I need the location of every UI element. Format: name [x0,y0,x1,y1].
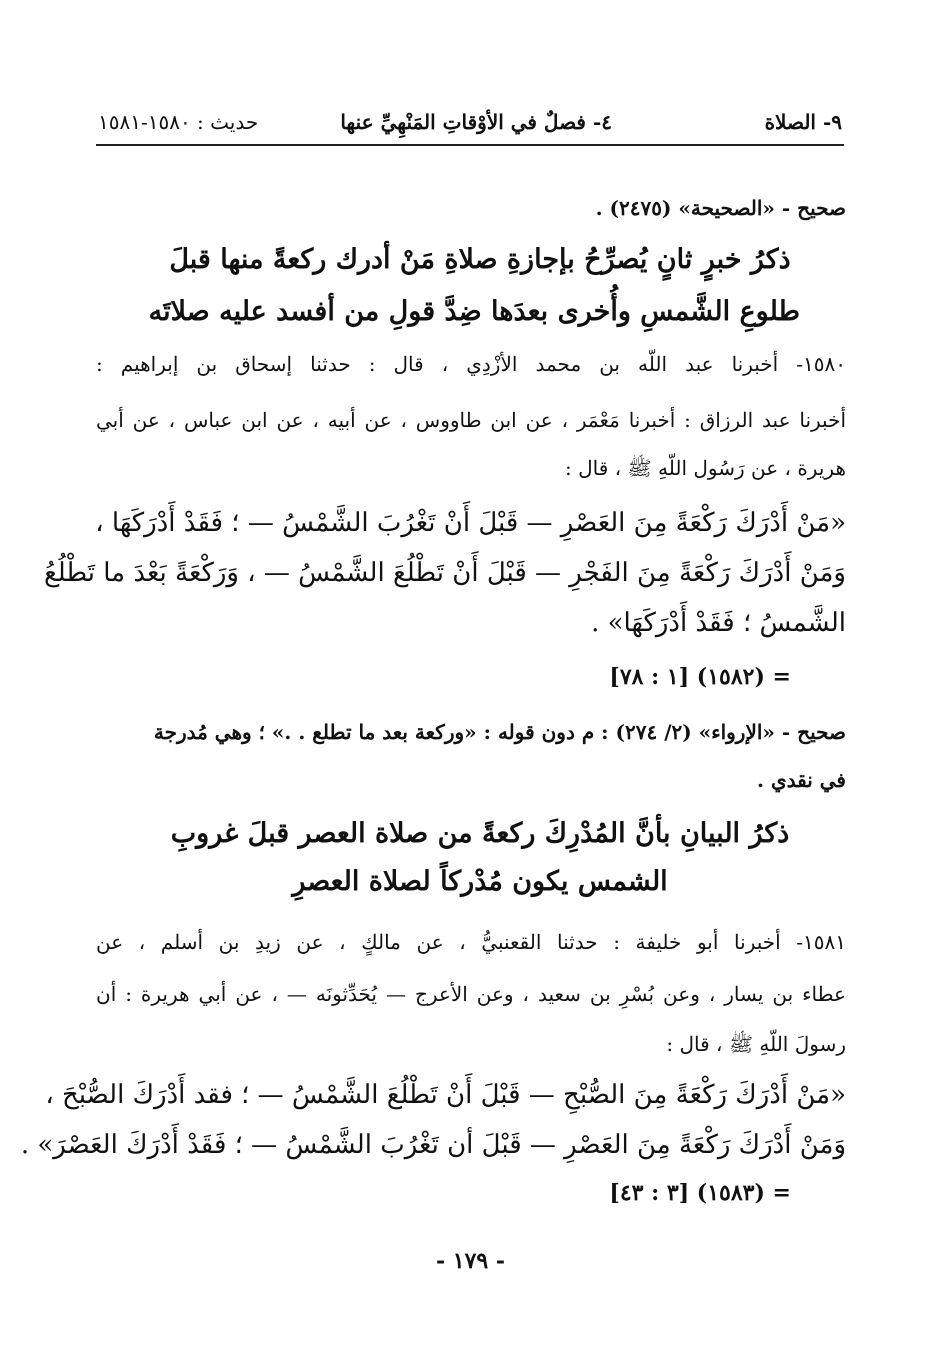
cross-reference: = (١٥٨٣) [٣ : ٤٣] [609,1180,791,1206]
chapter-heading-line: طلوعِ الشَّمسِ وأُخرى بعدَها ضِدَّ قولِ من أفسد عليه صلاتَه [148,296,800,327]
page-number: - ١٧٩ - [435,1248,506,1274]
isnad-line: أخبرنا عبد الرزاق : أخبرنا مَعْمَر ، عن ابن طاووس ، عن أبيه ، عن ابن عباس ، عن أبي [96,408,846,432]
isnad-line: ١٥٨٠- أخبرنا عبد اللّه بن محمد الأزْدِي ، قال : حدثنا إسحاق بن إبراهيم : [96,352,846,376]
grading-line: صحيح - «الصحيحة» (٢٤٧٥) . [595,196,846,220]
running-header [96,104,844,146]
hadith-text-line: الشَّمسُ ؛ فَقَدْ أَدْرَكَهَا» . [591,608,846,638]
section-title: ٤- فصلٌ في الأوْقاتِ المَنْهِيِّ عنها [340,110,612,134]
hadith-text-line: «مَنْ أَدْرَكَ رَكْعَةً مِنَ الصُّبْحِ — قَبْلَ أَنْ تَطْلُعَ الشَّمْسُ — ؛ فقد أَدْرَكَ الصُّبْحَ ، [45,1080,846,1110]
isnad-line: عطاء بن يسار ، وعن بُسْرِ بن سعيد ، وعن الأعرج — يُحَدِّثونَه — ، عن أبي هريرة : أن [96,982,846,1006]
hadith-text-line: «مَنْ أَدْرَكَ رَكْعَةً مِنَ العَصْرِ — قَبْلَ أَنْ تَغْرُبَ الشَّمْسُ — ؛ فَقَدْ أَدْرَكَهَا ، [95,508,846,538]
hadith-range: حديث : ١٥٨٠-١٥٨١ [98,110,259,134]
grading-line: صحيح - «الإرواء» (٢/ ٢٧٤) : م دون قوله : «وركعة بعد ما تطلع . .» ؛ وهي مُدرجة [153,720,846,744]
isnad-line: رسولَ اللّهِ ﷺ ، قال : [666,1032,846,1056]
cross-reference: = (١٥٨٢) [١ : ٧٨] [609,664,791,690]
chapter-heading-line: الشمس يكون مُدْركاً لصلاة العصرِ [292,866,668,897]
hadith-text-line: وَمَنْ أَدْرَكَ رَكْعَةً مِنَ العَصْرِ — قَبْلَ أن تَغْرُبَ الشَّمْسُ — ؛ فَقَدْ أَدْرَكَ العَصْرَ» . [20,1130,846,1160]
chapter-heading-line: ذكرُ خبرٍ ثانٍ يُصرِّحُ بإجازةِ صلاةِ مَنْ أدرك ركعةً منها قبلَ [169,244,791,275]
grading-line: في نقدي . [757,768,846,792]
chapter-title: ٩- الصلاة [764,110,842,134]
isnad-line: هريرة ، عن رَسُول اللّهِ ﷺ ، قال : [565,456,846,480]
isnad-line: ١٥٨١- أخبرنا أبو خليفة : حدثنا القعنبيُّ ، عن مالكٍ ، عن زيدِ بن أسلم ، عن [96,930,846,954]
chapter-heading-line: ذكرُ البيانِ بأنَّ المُدْرِكَ ركعةً من صلاة العصر قبلَ غروبِ [170,818,790,849]
hadith-text-line: وَمَنْ أَدْرَكَ رَكْعَةً مِنَ الفَجْرِ — قَبْلَ أَنْ تَطْلُعَ الشَّمْسُ — ، وَرَكْعَةً بَعْدَ ما تَطْلُعُ [43,558,846,588]
